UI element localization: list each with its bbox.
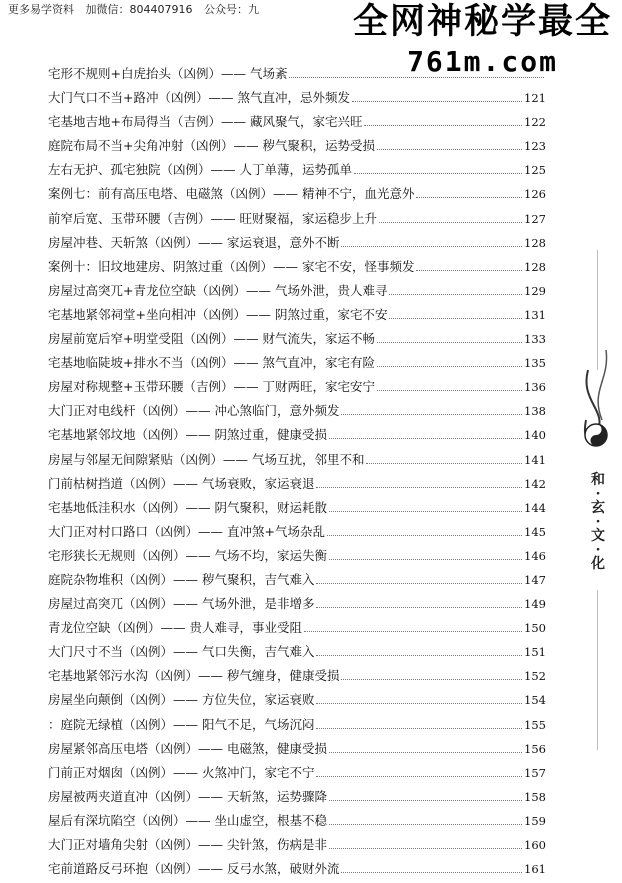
toc-page-number: 151 xyxy=(524,645,546,660)
toc-entry-title: 宅基地低洼积水（凶例）—— 阴气聚积，财运耗散 xyxy=(48,499,327,515)
toc-leader-dots xyxy=(316,776,522,777)
toc-leader-dots xyxy=(354,173,522,174)
toc-leader-dots xyxy=(329,824,522,825)
toc-entry[interactable] xyxy=(48,353,546,377)
toc-page-number: 161 xyxy=(524,862,546,877)
brand-char: 化 xyxy=(591,556,605,572)
toc-entry-title: 庭院杂物堆积（凶例）—— 秽气聚积，吉气难入 xyxy=(48,571,315,587)
toc-entry-title: ：庭院无绿植（凶例）—— 阳气不足，气场沉闷 xyxy=(48,716,315,732)
toc-entry-title: 大门正对墙角尖射（凶例）—— 尖针煞，伤病是非 xyxy=(48,837,327,852)
toc-entry[interactable] xyxy=(48,570,546,594)
toc-entry-title: 宅形狭长无规则（凶例）—— 气场不均，家运失衡 xyxy=(48,547,327,563)
toc-page-number: 135 xyxy=(524,356,546,371)
toc-entry-title: 宅基地紧邻祠堂+坐向相冲（凶例）—— 阴煞过重，家宅不安 xyxy=(48,306,388,322)
toc-page-number: 155 xyxy=(524,717,546,732)
toc-page-number: 140 xyxy=(524,428,546,443)
toc-entry[interactable] xyxy=(48,498,546,522)
toc-entry[interactable] xyxy=(48,64,546,88)
toc-entry[interactable] xyxy=(48,690,546,714)
toc-entry[interactable] xyxy=(48,787,546,811)
toc-entry-title: 门前枯树挡道（凶例）—— 气场衰败，家运衰退 xyxy=(48,475,315,491)
toc-entry-title: 前窄后宽、玉带环腰（吉例）—— 旺财聚福，家运稳步上升 xyxy=(48,210,377,226)
toc-entry[interactable] xyxy=(48,329,546,353)
toc-entry[interactable] xyxy=(48,474,546,498)
info-public-account: 公众号：九 xyxy=(204,3,259,16)
toc-leader-dots xyxy=(329,800,522,801)
brand-char: 玄 xyxy=(591,500,605,516)
toc-leader-dots xyxy=(327,535,522,536)
toc-entry[interactable] xyxy=(48,715,546,739)
toc-entry[interactable] xyxy=(48,546,546,570)
toc-entry[interactable] xyxy=(48,835,546,859)
toc-page-number: 141 xyxy=(524,452,546,467)
toc-entry-title: 宅基地紧邻坟地（凶例）—— 阴煞过重，健康受损 xyxy=(48,427,327,443)
toc-page-number: 158 xyxy=(524,789,546,804)
toc-entry[interactable] xyxy=(48,377,546,401)
toc-entry-title: 案例十：旧坟地建房、阴煞过重（凶例）—— 家宅不安，怪事频发 xyxy=(48,258,415,274)
toc-page-number: 128 xyxy=(524,235,546,250)
toc-page-number: 147 xyxy=(524,572,546,587)
toc-entry[interactable] xyxy=(48,739,546,763)
toc-entry-title: 宅形不规则+白虎抬头（凶例）—— 气场紊 xyxy=(48,66,288,81)
toc-entry-title: 青龙位空缺（凶例）—— 贵人难寻，事业受阻 xyxy=(48,620,302,636)
toc-entry[interactable] xyxy=(48,401,546,425)
toc-entry-title: 门前正对烟囱（凶例）—— 火煞冲门，家宅不宁 xyxy=(48,764,315,780)
toc-entry-title: 屋后有深坑陷空（凶例）—— 坐山虚空，根基不稳 xyxy=(48,812,327,828)
toc-entry-title: 房屋对称规整+玉带环腰（吉例）—— 丁财两旺，家宅安宁 xyxy=(48,379,375,395)
toc-leader-dots xyxy=(316,728,522,729)
toc-leader-dots xyxy=(341,414,522,415)
toc-page-number: 127 xyxy=(524,211,546,226)
toc-entry-title: 房屋与邻屋无间隙紧贴（凶例）—— 气场互扰，邻里不和 xyxy=(48,451,365,467)
toc-leader-dots xyxy=(416,197,522,198)
toc-leader-dots xyxy=(389,318,522,319)
toc-entry-title: 房屋前宽后窄+明堂受阻（凶例）—— 财气流失，家运不畅 xyxy=(48,331,375,347)
toc-page-number: 145 xyxy=(524,524,546,539)
toc-page-number: 154 xyxy=(524,693,546,708)
toc-entry-title: 房屋过高突兀（凶例）—— 气场外泄，是非增多 xyxy=(48,596,315,612)
toc-page-number: 146 xyxy=(524,548,546,563)
toc-entry[interactable] xyxy=(48,305,546,329)
toc-page-number: 129 xyxy=(524,283,546,298)
toc-page-number: 125 xyxy=(524,163,546,178)
toc-page-number: 128 xyxy=(524,259,546,274)
toc-entry[interactable] xyxy=(48,184,546,208)
toc-leader-dots xyxy=(366,463,522,464)
toc-page-number: 122 xyxy=(524,115,546,130)
toc-leader-dots xyxy=(316,607,522,608)
toc-leader-dots xyxy=(329,511,522,512)
toc-entry-title: 大门尺寸不当（凶例）—— 气口失衡，吉气难入 xyxy=(48,644,315,660)
toc-page-number: 131 xyxy=(524,307,546,322)
toc-entry-title: 房屋被两夹道直冲（凶例）—— 天斩煞，运势骤降 xyxy=(48,788,327,804)
toc-entry[interactable] xyxy=(48,88,546,112)
toc-leader-dots xyxy=(377,390,522,391)
brand-separator: · xyxy=(595,514,601,530)
toc-entry-title: 大门气口不当+路冲（凶例）—— 煞气直冲，忌外频发 xyxy=(48,90,350,106)
info-wechat: 加微信：804407916 xyxy=(85,3,193,16)
toc-leader-dots xyxy=(364,125,522,126)
toc-leader-dots xyxy=(416,270,522,271)
toc-page-number: 144 xyxy=(524,500,546,515)
toc-leader-dots xyxy=(329,752,522,753)
toc-entry-title: 宅基地紧邻污水沟（凶例）—— 秽气缠身，健康受损 xyxy=(48,668,340,684)
toc-page-number: 136 xyxy=(524,380,546,395)
toc-page-number: 121 xyxy=(524,91,546,106)
side-divider-bottom xyxy=(597,590,598,750)
toc-entry[interactable] xyxy=(48,233,546,257)
toc-entry[interactable] xyxy=(48,618,546,642)
toc-entry[interactable] xyxy=(48,642,546,666)
toc-entry[interactable] xyxy=(48,257,546,281)
toc-leader-dots xyxy=(316,583,522,584)
toc-entry-title: 房屋坐向颠倒（凶例）—— 方位失位，家运衰败 xyxy=(48,692,315,708)
info-more-materials: 更多易学资料 xyxy=(8,3,74,16)
toc-leader-dots xyxy=(304,631,522,632)
toc-page-number: 138 xyxy=(524,404,546,419)
toc-entry-title: 案例七：前有高压电塔、电磁煞（凶例）—— 精神不宁，血光意外 xyxy=(48,186,415,202)
toc-entry[interactable] xyxy=(48,594,546,618)
top-info-bar xyxy=(8,0,267,20)
toc-entry[interactable] xyxy=(48,160,546,184)
toc-page-number: 123 xyxy=(524,139,546,154)
toc-entry[interactable] xyxy=(48,859,546,883)
toc-entry-title: 宅基地吉地+布局得当（吉例）—— 藏风聚气，家宅兴旺 xyxy=(48,114,363,130)
toc-leader-dots xyxy=(316,487,522,488)
toc-leader-dots xyxy=(329,438,522,439)
toc-page-number: 133 xyxy=(524,332,546,347)
toc-entry-title: 左右无护、孤宅独院（凶例）—— 人丁单薄，运势孤单 xyxy=(48,162,352,178)
toc-entry[interactable] xyxy=(48,450,546,474)
watermark-title: 全网神秘学最全 xyxy=(352,2,612,42)
toc-leader-dots xyxy=(316,703,522,704)
toc-leader-dots xyxy=(379,222,522,223)
watermark-url: 761m.com xyxy=(407,45,558,78)
toc-leader-dots xyxy=(341,872,522,873)
toc-leader-dots xyxy=(377,149,522,150)
toc-page-number: 160 xyxy=(524,838,546,852)
table-of-contents xyxy=(48,64,546,883)
toc-entry[interactable] xyxy=(48,112,546,136)
brand-separator: · xyxy=(595,486,601,502)
toc-page-number: 159 xyxy=(524,813,546,828)
toc-leader-dots xyxy=(316,655,522,656)
toc-page-number: 126 xyxy=(524,187,546,202)
toc-entry[interactable] xyxy=(48,666,546,690)
toc-leader-dots xyxy=(389,294,522,295)
toc-leader-dots xyxy=(377,342,522,343)
toc-entry-title: 房屋冲巷、天斩煞（凶例）—— 家运衰退，意外不断 xyxy=(48,234,340,250)
toc-entry[interactable] xyxy=(48,522,546,546)
toc-entry[interactable] xyxy=(48,811,546,835)
toc-page-number: 142 xyxy=(524,476,546,491)
toc-leader-dots xyxy=(329,848,522,849)
toc-entry-title: 宅前道路反弓环抱（凶例）—— 反弓水煞，破财外流 xyxy=(48,861,340,877)
brand-char: 和 xyxy=(591,472,605,488)
toc-entry-title: 庭院布局不当+尖角冲射（凶例）—— 秽气聚积，运势受损 xyxy=(48,138,375,154)
toc-entry-title: 房屋过高突兀+青龙位空缺（凶例）—— 气场外泄，贵人难寻 xyxy=(48,282,388,298)
toc-leader-dots xyxy=(377,366,522,367)
toc-entry-title: 大门正对村口路口（凶例）—— 直冲煞+气场杂乱 xyxy=(48,523,325,539)
toc-page-number: 157 xyxy=(524,765,546,780)
toc-leader-dots xyxy=(329,559,522,560)
toc-leader-dots xyxy=(341,246,522,247)
toc-leader-dots xyxy=(289,77,544,78)
toc-page-number: 149 xyxy=(524,597,546,612)
brand-char: 文 xyxy=(591,528,605,544)
toc-entry[interactable] xyxy=(48,281,546,305)
toc-entry[interactable] xyxy=(48,136,546,160)
side-brand-text xyxy=(587,470,609,574)
toc-entry[interactable] xyxy=(48,425,546,449)
toc-leader-dots xyxy=(352,101,522,102)
toc-entry[interactable] xyxy=(48,763,546,787)
toc-entry-title: 大门正对电线杆（凶例）—— 冲心煞临门，意外频发 xyxy=(48,403,340,419)
toc-page-number: 156 xyxy=(524,741,546,756)
toc-page-number: 150 xyxy=(524,621,546,636)
toc-entry-title: 宅基地临陡坡+排水不当（凶例）—— 煞气直冲，家宅有险 xyxy=(48,355,375,371)
toc-page-number: 152 xyxy=(524,669,546,684)
brand-separator: · xyxy=(595,542,601,558)
toc-entry[interactable] xyxy=(48,209,546,233)
toc-entry-title: 房屋紧邻高压电塔（凶例）—— 电磁煞，健康受损 xyxy=(48,740,327,756)
toc-leader-dots xyxy=(341,679,522,680)
